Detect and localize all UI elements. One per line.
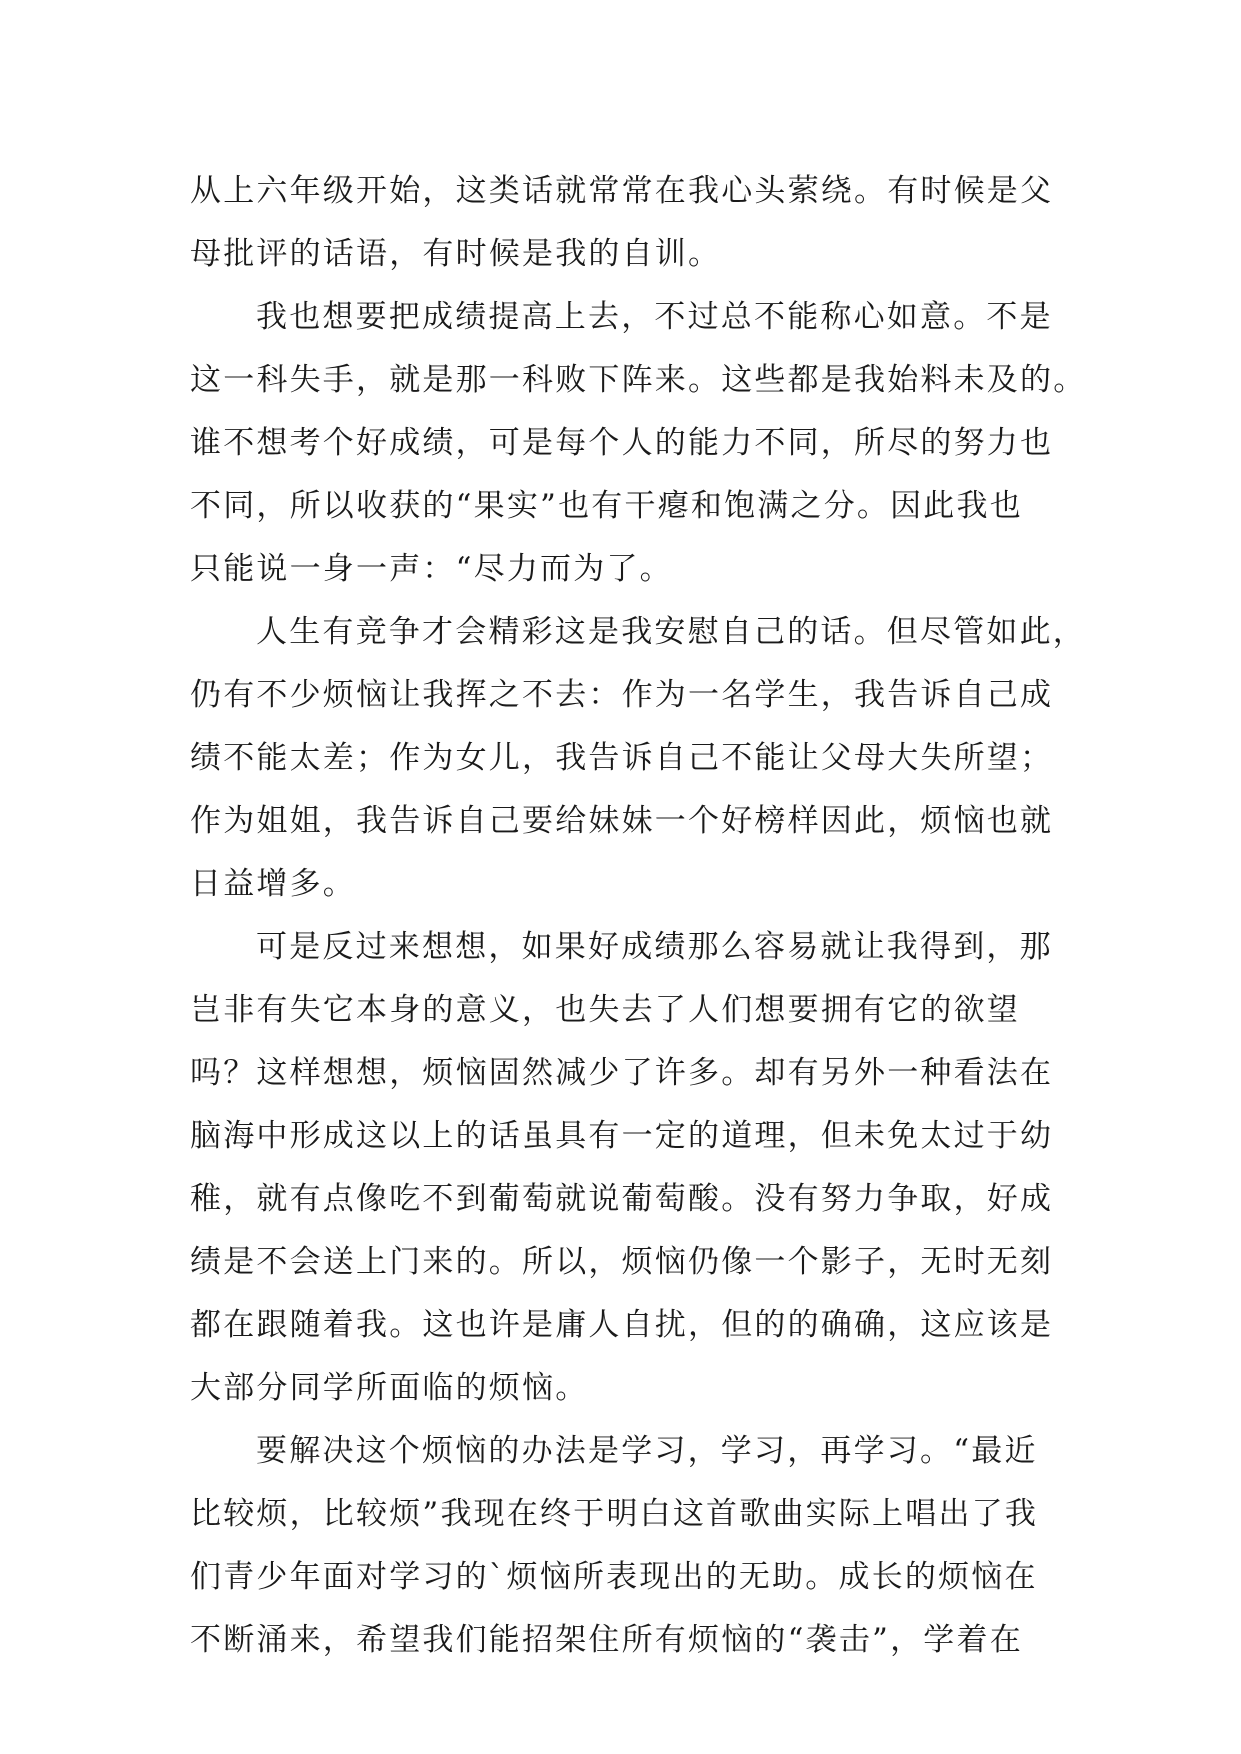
text-line: 这一科失手，就是那一科败下阵来。这些都是我始料未及的。 — [190, 362, 1087, 398]
text-line: 不断涌来，希望我们能招架住所有烦恼的“袭击”，学着在 — [190, 1622, 1023, 1658]
text-line: 仍有不少烦恼让我挥之不去：作为一名学生，我告诉自己成 — [190, 677, 1054, 713]
text-line: 岂非有失它本身的意义，也失去了人们想要拥有它的欲望 — [190, 992, 1020, 1028]
text-line: 可是反过来想想，如果好成绩那么容易就让我得到，那 — [256, 929, 1053, 965]
paragraph-4 — [190, 916, 1070, 1420]
text-line: 作为姐姐，我告诉自己要给妹妹一个好榜样因此，烦恼也就 — [190, 803, 1054, 839]
text-line: 比较烦，比较烦”我现在终于明白这首歌曲实际上唱出了我 — [190, 1496, 1039, 1532]
text-line: 都在跟随着我。这也许是庸人自扰，但的的确确，这应该是 — [190, 1307, 1054, 1343]
text-line: 大部分同学所面临的烦恼。 — [190, 1370, 589, 1406]
paragraph-1 — [190, 160, 1070, 286]
text-line: 们青少年面对学习的`烦恼所表现出的无助。成长的烦恼在 — [190, 1559, 1038, 1595]
text-line: 日益增多。 — [190, 866, 356, 902]
paragraph-5 — [190, 1420, 1070, 1672]
text-line: 从上六年级开始，这类话就常常在我心头萦绕。有时候是父 — [190, 173, 1054, 209]
text-line: 人生有竞争才会精彩这是我安慰自己的话。但尽管如此， — [256, 614, 1086, 650]
text-line: 吗？这样想想，烦恼固然减少了许多。却有另外一种看法在 — [190, 1055, 1054, 1091]
text-line: 绩不能太差；作为女儿，我告诉自己不能让父母大失所望； — [190, 740, 1054, 776]
text-line: 只能说一身一声：“尽力而为了。 — [190, 551, 673, 587]
text-line: 我也想要把成绩提高上去，不过总不能称心如意。不是 — [256, 299, 1053, 335]
paragraph-3 — [190, 601, 1086, 916]
paragraph-2 — [190, 286, 1087, 601]
text-line: 要解决这个烦恼的办法是学习，学习，再学习。“最近 — [256, 1433, 1038, 1469]
body-text — [190, 160, 1087, 1672]
text-line: 母批评的话语，有时候是我的自训。 — [190, 236, 722, 272]
text-line: 谁不想考个好成绩，可是每个人的能力不同，所尽的努力也 — [190, 425, 1054, 461]
text-line: 不同，所以收获的“果实”也有干瘪和饱满之分。因此我也 — [190, 488, 1023, 524]
text-line: 绩是不会送上门来的。所以，烦恼仍像一个影子，无时无刻 — [190, 1244, 1054, 1280]
text-line: 稚，就有点像吃不到葡萄就说葡萄酸。没有努力争取，好成 — [190, 1181, 1054, 1217]
text-line: 脑海中形成这以上的话虽具有一定的道理，但未免太过于幼 — [190, 1118, 1054, 1154]
